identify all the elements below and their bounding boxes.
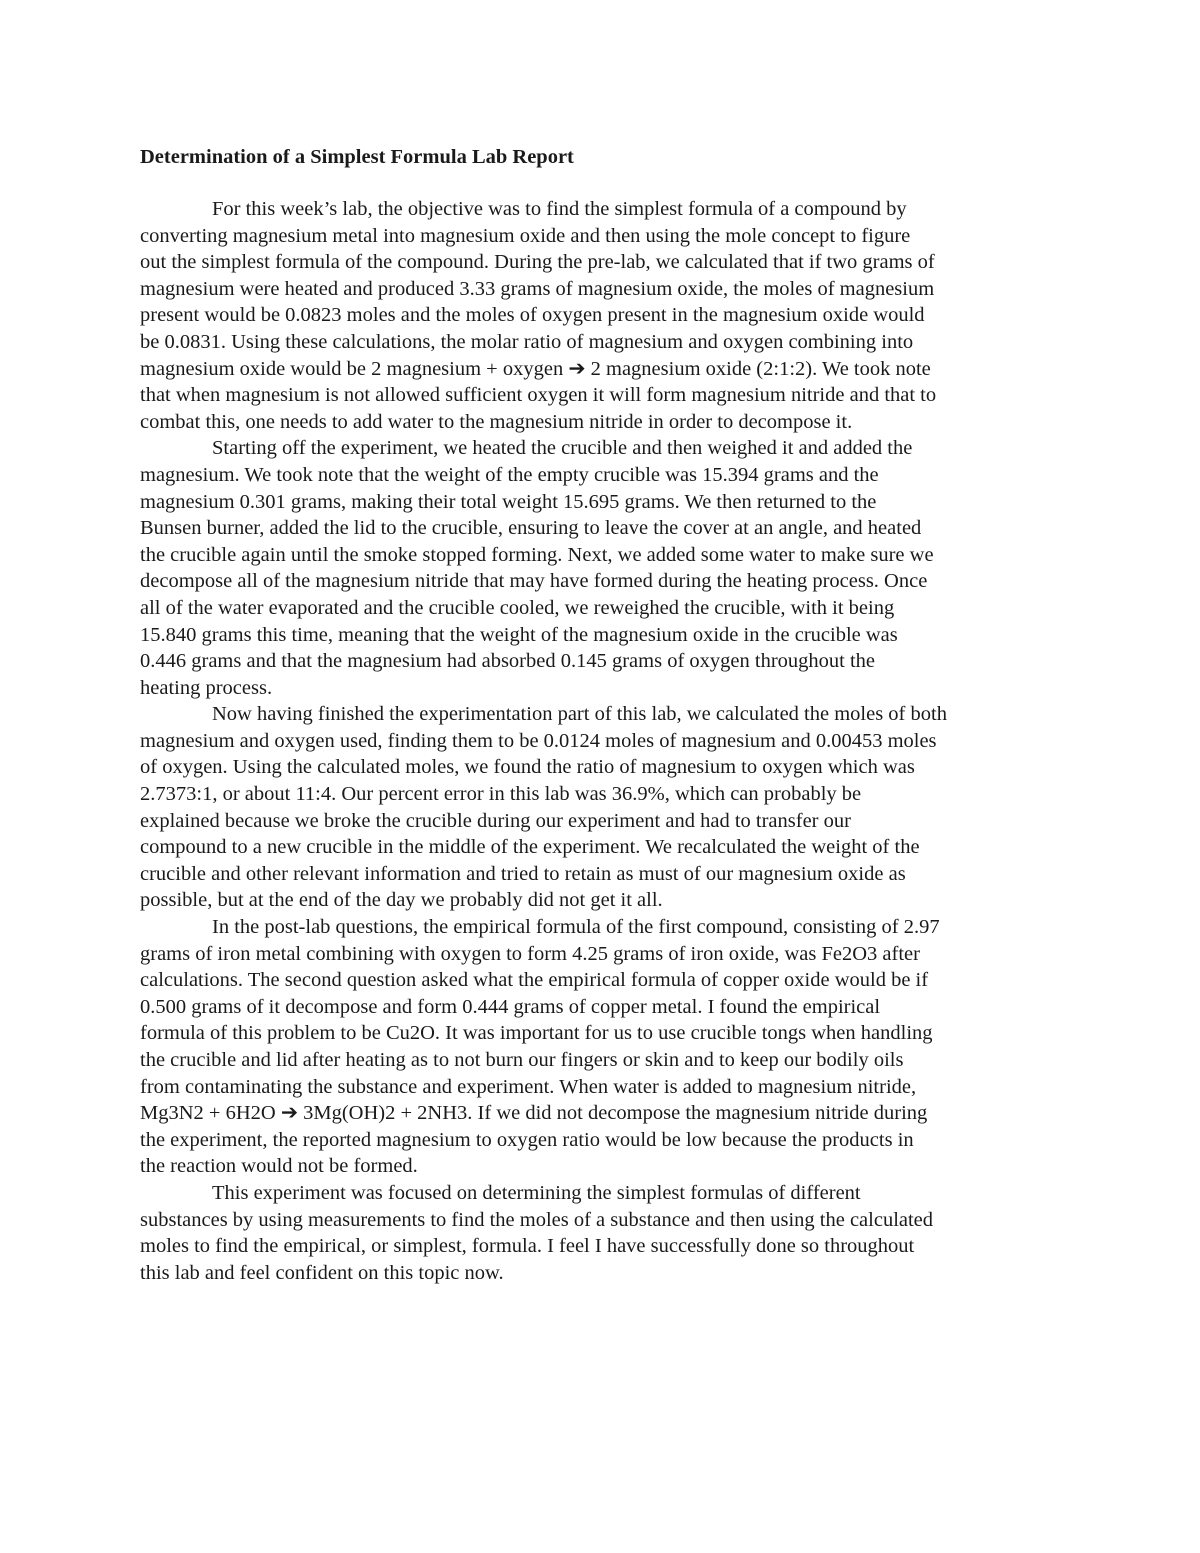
text-line: compound to a new crucible in the middle of the experiment. We recalculated the weight of the	[140, 836, 920, 859]
text-line: be 0.0831. Using these calculations, the molar ratio of magnesium and oxygen combining into	[140, 330, 914, 353]
text-line: calculations. The second question asked what the empirical formula of copper oxide would be if	[140, 969, 929, 992]
text-line: decompose all of the magnesium nitride that may have formed during the heating process. Once	[140, 570, 928, 593]
text-line: the crucible and lid after heating as to not burn our fingers or skin and to keep our bodily oils	[140, 1049, 904, 1071]
text-line: grams of iron metal combining with oxygen to form 4.25 grams of iron oxide, was Fe2O3 after	[140, 942, 920, 965]
text-line: out the simplest formula of the compound. During the pre-lab, we calculated that if two grams of	[140, 251, 935, 274]
paragraph-first-line: For this week’s lab, the objective was to find the simplest formula of a compound by	[212, 198, 907, 220]
document-body	[140, 196, 1060, 1286]
text-line: this lab and feel confident on this topic now.	[140, 1261, 504, 1284]
text-line: magnesium oxide would be 2 magnesium + oxygen ➔ 2 magnesium oxide (2:1:2). We took note	[140, 357, 931, 380]
text-line: substances by using measurements to find the moles of a substance and then using the calculated	[140, 1208, 934, 1231]
text-line: explained because we broke the crucible during our experiment and had to transfer our	[140, 809, 851, 832]
text-line: magnesium and oxygen used, finding them to be 0.0124 moles of magnesium and 0.00453 moles	[140, 729, 937, 752]
text-line: magnesium were heated and produced 3.33 grams of magnesium oxide, the moles of magnesium	[140, 277, 935, 300]
text-line: converting magnesium metal into magnesium oxide and then using the mole concept to figure	[140, 224, 911, 247]
text-line: heating process.	[140, 676, 273, 699]
paragraph-first-line: Now having finished the experimentation part of this lab, we calculated the moles of both	[212, 703, 947, 726]
text-line: magnesium. We took note that the weight of the empty crucible was 15.394 grams and the	[140, 463, 879, 486]
text-line: 0.446 grams and that the magnesium had absorbed 0.145 grams of oxygen throughout the	[140, 650, 876, 673]
text-line: the crucible again until the smoke stopped forming. Next, we added some water to make sure we	[140, 543, 934, 566]
text-line: 0.500 grams of it decompose and form 0.444 grams of copper metal. I found the empirical	[140, 995, 881, 1018]
text-line: moles to find the empirical, or simplest, formula. I feel I have successfully done so throughout	[140, 1235, 915, 1258]
text-line: magnesium 0.301 grams, making their total weight 15.695 grams. We then returned to the	[140, 490, 877, 513]
text-line: 2.7373:1, or about 11:4. Our percent error in this lab was 36.9%, which can probably be	[140, 783, 862, 806]
text-line: formula of this problem to be Cu2O. It was important for us to use crucible tongs when handling	[140, 1022, 933, 1045]
text-line: Bunsen burner, added the lid to the crucible, ensuring to leave the cover at an angle, and heated	[140, 517, 922, 540]
text-line: from contaminating the substance and experiment. When water is added to magnesium nitride,	[140, 1075, 917, 1098]
text-line: present would be 0.0823 moles and the moles of oxygen present in the magnesium oxide would	[140, 304, 925, 327]
text-line: possible, but at the end of the day we probably did not get it all.	[140, 889, 663, 912]
text-line: combat this, one needs to add water to the magnesium nitride in order to decompose it.	[140, 410, 853, 433]
text-line: of oxygen. Using the calculated moles, we found the ratio of magnesium to oxygen which was	[140, 756, 915, 779]
text-line: all of the water evaporated and the crucible cooled, we reweighed the crucible, with it being	[140, 596, 895, 619]
text-line: the reaction would not be formed.	[140, 1155, 418, 1178]
paragraph-first-line: Starting off the experiment, we heated the crucible and then weighed it and added the	[212, 437, 913, 460]
text-line: crucible and other relevant information and tried to retain as must of our magnesium oxide as	[140, 862, 906, 885]
text-line: the experiment, the reported magnesium to oxygen ratio would be low because the products in	[140, 1128, 914, 1151]
text-line: that when magnesium is not allowed sufficient oxygen it will form magnesium nitride and that to	[140, 384, 937, 407]
paragraph-first-line: In the post-lab questions, the empirical formula of the first compound, consisting of 2.97	[212, 916, 940, 939]
document-title: Determination of a Simplest Formula Lab Report	[140, 146, 574, 168]
text-line: Mg3N2 + 6H2O ➔ 3Mg(OH)2 + 2NH3. If we did not decompose the magnesium nitride during	[140, 1102, 928, 1125]
text-line: 15.840 grams this time, meaning that the weight of the magnesium oxide in the crucible was	[140, 623, 898, 646]
paragraph-first-line: This experiment was focused on determining the simplest formulas of different	[212, 1181, 861, 1204]
